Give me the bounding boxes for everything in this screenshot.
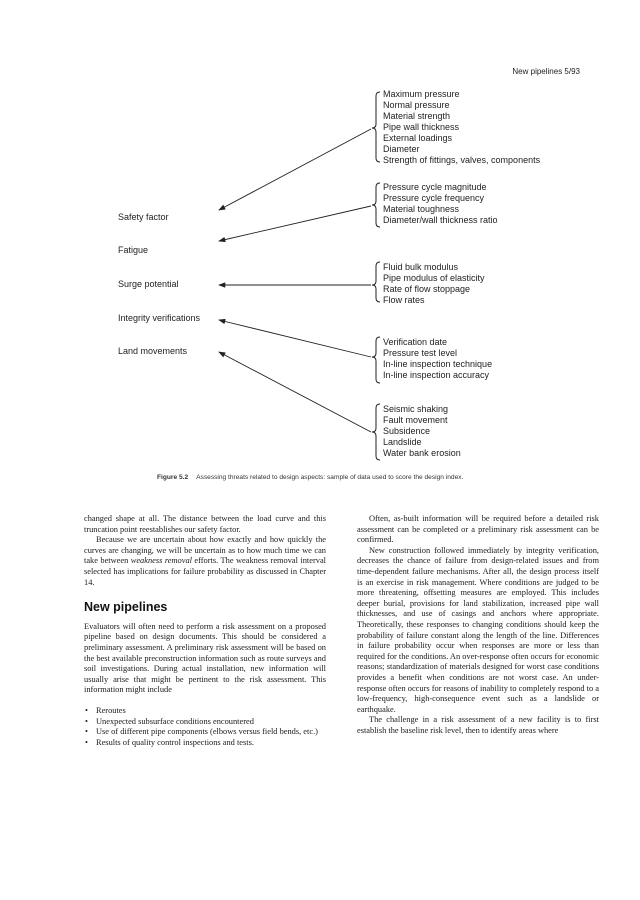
data-item: Pressure cycle frequency [383,193,485,203]
fatigue-data-list [383,182,498,226]
paragraph-text: efforts. The weakness removal interval selected has implications for failure probability as discussed in Chapter 14. [84,556,326,587]
threat-safety-factor: Safety factor [118,212,169,222]
data-item: Verification date [383,337,448,347]
bullet-item: • Use of different pipe components (elbows versus field bends, etc.) [84,727,326,738]
data-item: Pressure test level [383,348,458,358]
right-column [357,514,599,736]
threat-integrity-verifications: Integrity verifications [118,313,201,323]
left-column [84,514,326,748]
paragraph-text: Because we are uncertain about how exactly and how quickly the curves are changing, we will be uncertain as to how much time we can take between [84,535,326,566]
paragraph: The challenge in a risk assessment of a new facility is to first establish the baseline risk level, then to identify areas where [357,715,599,735]
data-item: Pipe wall thickness [383,122,460,132]
threat-fatigue: Fatigue [118,245,149,255]
data-item: Material strength [383,111,451,121]
data-item: In-line inspection technique [383,359,493,369]
bullet-item: • Results of quality control inspections and tests. [84,738,326,749]
data-item: Flow rates [383,295,425,305]
figure-caption-label: Figure 5.2 [157,474,189,481]
section-heading: New pipelines [84,600,168,615]
paragraph: changed shape at all. The distance between the load curve and this truncation point reestablishes our safety factor. [84,514,326,534]
data-item: Diameter [383,144,420,154]
figure-caption-text: Assessing threats related to design aspects: sample of data used to score the design index. [196,474,464,481]
data-item: Pipe modulus of elasticity [383,273,485,283]
threat-land-movements: Land movements [118,346,188,356]
data-item: Strength of fittings, valves, components [383,155,541,165]
data-item: Pressure cycle magnitude [383,182,487,192]
data-item: Diameter/wall thickness ratio [383,215,498,225]
surge-potential-data-list [383,262,485,306]
data-item: Rate of flow stoppage [383,284,471,294]
threat-surge-potential: Surge potential [118,279,179,289]
data-item: Normal pressure [383,100,450,110]
bullet-item: • Unexpected subsurface conditions encountered [84,717,326,728]
data-item: Maximum pressure [383,89,460,99]
data-item: Fluid bulk modulus [383,262,459,272]
running-head: New pipelines 5/93 [512,67,580,76]
paragraph: New construction followed immediately by integrity verification, decreases the chance of failure from design-related issues and from time-dependent failure mechanisms. After all, the design process itself is an exercise in risk management. Where conditions are judged to be more threatening, offsetting measures are employed. This includes deeper burial, provisions for land stabilization, increased pipe wall thicknesses, and use of casings and anchors where appropriate. Theoretically, these responses to changing conditions should keep the probability of failure constant along the length of the line. Differences in failure probability occur when responses are more or less than required for the conditions. An over-response often occurs for economic reasons; standardization of materials designed for worst case conditions provides a benefit when conditions are not worst case. An under-response often occurs for reasons of inability to completely respond to a low-frequency, high-consequence event such as a landslide or earthquake. [357,545,599,714]
bullet-list [84,706,326,748]
paragraph [84,535,326,588]
data-item: In-line inspection accuracy [383,370,490,380]
integrity-verifications-data-list [383,337,492,381]
safety-factor-data-list [383,89,540,166]
paragraph: Evaluators will often need to perform a risk assessment on a proposed pipeline based on design documents. This should be considered a preliminary assessment. A preliminary risk assessment will be based on the best available preconstruction information such as route surveys and soil investigations. During actual installation, new information will usually arise that might be pertinent to the risk assessment. This information might include [84,621,326,695]
data-item: Landslide [383,437,422,447]
land-movements-data-list [383,404,461,459]
data-item: Fault movement [383,415,448,425]
bullet-item: • Reroutes [84,706,326,717]
data-item: Water bank erosion [383,448,461,458]
data-item: External loadings [383,133,453,143]
data-item: Seismic shaking [383,404,449,414]
data-item: Subsidence [383,426,431,436]
paragraph: Often, as-built information will be required before a detailed risk assessment can be completed or a preliminary risk assessment can be confirmed. [357,514,599,545]
data-item: Material toughness [383,204,460,214]
emphasis-text: weakness removal [130,556,192,566]
figure-caption [157,474,463,481]
